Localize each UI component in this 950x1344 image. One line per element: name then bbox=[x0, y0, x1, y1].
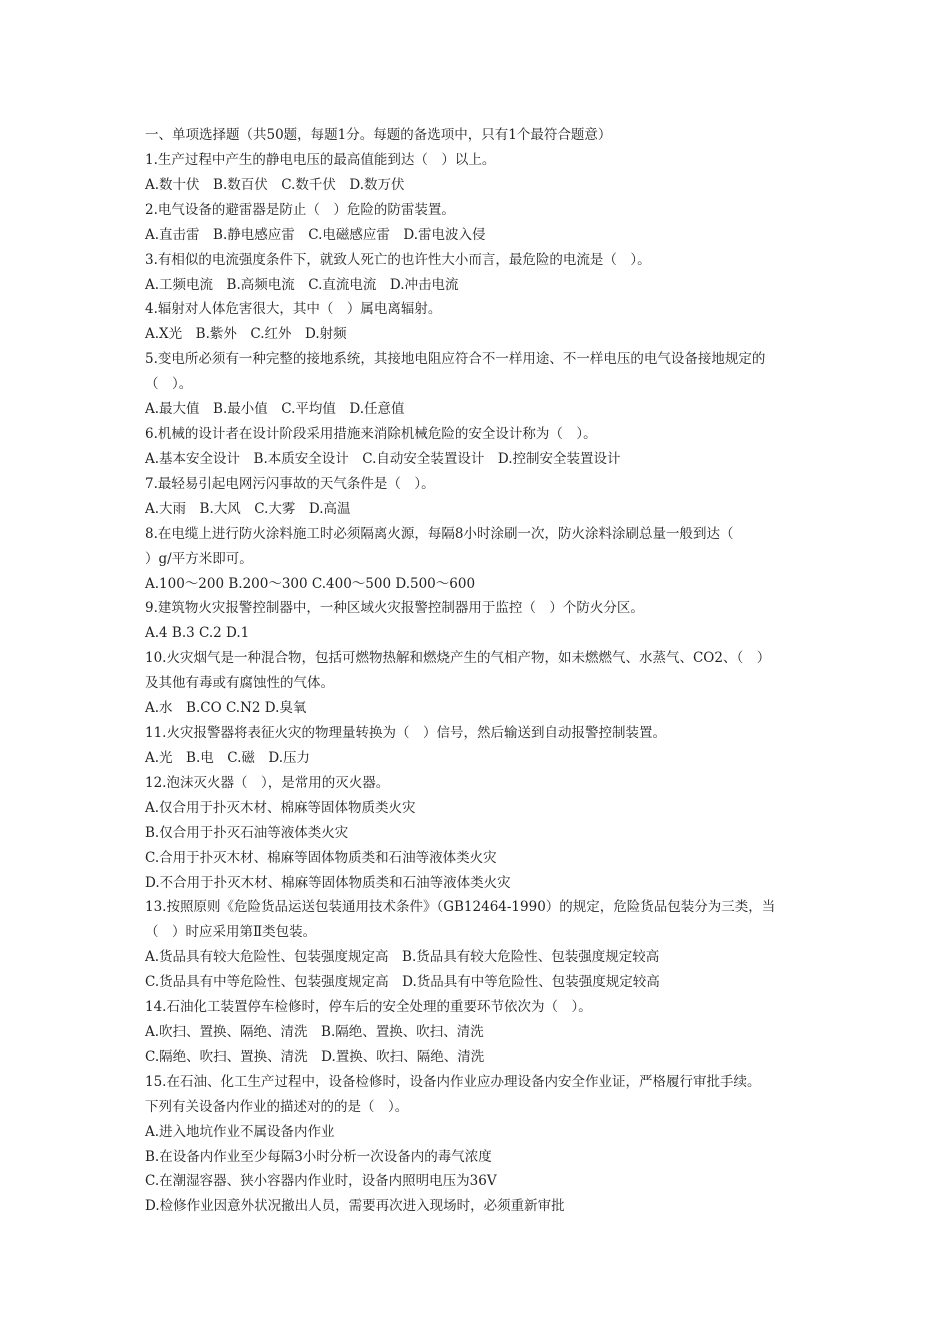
question-9: 9.建筑物火灾报警控制器中，一种区域火灾报警控制器用于监控（ ）个防火分区。 bbox=[145, 600, 644, 616]
question-13-options-ab: A.货品具有较大危险性、包装强度规定高 B.货品具有较大危险性、包装强度规定较高 bbox=[145, 949, 660, 965]
question-12: 12.泡沫灭火器（ ），是常用的灭火器。 bbox=[145, 775, 390, 791]
question-6: 6.机械的设计者在设计阶段采用措施来消除机械危险的安全设计称为（ ）。 bbox=[145, 426, 597, 442]
question-7-options: A.大雨 B.大风 C.大雾 D.高温 bbox=[145, 501, 351, 517]
question-13-options-cd: C.货品具有中等危险性、包装强度规定高 D.货品具有中等危险性、包装强度规定较高 bbox=[145, 974, 660, 990]
question-15-option-b: B.在设备内作业至少每隔3小时分析一次设备内的毒气浓度 bbox=[145, 1149, 492, 1165]
question-15-continued: 下列有关设备内作业的描述对的的是（ ）。 bbox=[145, 1099, 409, 1115]
section-heading: 一、单项选择题（共50题，每题1分。每题的备选项中，只有1个最符合题意） bbox=[145, 127, 612, 143]
question-9-options: A.4 B.3 C.2 D.1 bbox=[145, 625, 250, 641]
question-12-option-c: C.合用于扑灭木材、棉麻等固体物质类和石油等液体类火灾 bbox=[145, 850, 497, 866]
question-11: 11.火灾报警器将表征火灾的物理量转换为（ ）信号，然后输送到自动报警控制装置。 bbox=[145, 725, 666, 741]
question-12-option-d: D.不合用于扑灭木材、棉麻等固体物质类和石油等液体类火灾 bbox=[145, 875, 511, 891]
question-5-options: A.最大值 B.最小值 C.平均值 D.任意值 bbox=[145, 401, 405, 417]
question-10-continued: 及其他有毒或有腐蚀性的气体。 bbox=[145, 675, 334, 691]
question-8: 8.在电缆上进行防火涂料施工时必须隔离火源，每隔8小时涂刷一次，防火涂料涂刷总量一般到达（ bbox=[145, 526, 734, 542]
question-14-options-ab: A.吹扫、置换、隔绝、清洗 B.隔绝、置换、吹扫、清洗 bbox=[145, 1024, 484, 1040]
question-2: 2.电气设备的避雷器是防止（ ）危险的防雷装置。 bbox=[145, 202, 455, 218]
question-15-option-c: C.在潮湿容器、狭小容器内作业时，设备内照明电压为36V bbox=[145, 1173, 497, 1189]
question-11-options: A.光 B.电 C.磁 D.压力 bbox=[145, 750, 311, 766]
question-1: 1.生产过程中产生的静电电压的最高值能到达（ ）以上。 bbox=[145, 152, 496, 168]
question-3-options: A.工频电流 B.高频电流 C.直流电流 D.冲击电流 bbox=[145, 277, 459, 293]
question-14: 14.石油化工装置停车检修时，停车后的安全处理的重要环节依次为（ ）。 bbox=[145, 999, 592, 1015]
question-12-option-a: A.仅合用于扑灭木材、棉麻等固体物质类火灾 bbox=[145, 800, 416, 816]
question-15: 15.在石油、化工生产过程中，设备检修时，设备内作业应办理设备内安全作业证，严格履行审批手续。 bbox=[145, 1074, 761, 1090]
question-3: 3.有相似的电流强度条件下，就致人死亡的也许性大小而言，最危险的电流是（ ）。 bbox=[145, 252, 651, 268]
question-15-option-a: A.进入地坑作业不属设备内作业 bbox=[145, 1124, 335, 1140]
question-10-options: A.水 B.CO C.N2 D.臭氧 bbox=[145, 700, 307, 716]
question-4: 4.辐射对人体危害很大，其中（ ）属电离辐射。 bbox=[145, 301, 442, 317]
question-13: 13.按照原则《危险货品运送包装通用技术条件》（GB12464-1990）的规定，危险货品包装分为三类，当 bbox=[145, 899, 776, 915]
question-4-options: A.X光 B.紫外 C.红外 D.射频 bbox=[145, 326, 347, 342]
question-5: 5.变电所必须有一种完整的接地系统，其接地电阻应符合不一样用途、不一样电压的电气设备接地规定的 bbox=[145, 351, 766, 367]
question-6-options: A.基本安全设计 B.本质安全设计 C.自动安全装置设计 D.控制安全装置设计 bbox=[145, 451, 621, 467]
question-5-continued: （ ）。 bbox=[145, 376, 193, 392]
question-14-options-cd: C.隔绝、吹扫、置换、清洗 D.置换、吹扫、隔绝、清洗 bbox=[145, 1049, 485, 1065]
question-12-option-b: B.仅合用于扑灭石油等液体类火灾 bbox=[145, 825, 349, 841]
question-7: 7.最轻易引起电网污闪事故的天气条件是（ ）。 bbox=[145, 476, 435, 492]
question-13-continued: （ ）时应采用第Ⅱ类包装。 bbox=[145, 924, 317, 940]
question-10: 10.火灾烟气是一种混合物，包括可燃物热解和燃烧产生的气相产物，如未燃燃气、水蒸气、CO2、（ ） bbox=[145, 650, 771, 666]
question-2-options: A.直击雷 B.静电感应雷 C.电磁感应雷 D.雷电波入侵 bbox=[145, 227, 486, 243]
question-8-continued: ）g/平方米即可。 bbox=[145, 551, 253, 567]
question-15-option-d: D.检修作业因意外状况撤出人员，需要再次进入现场时，必须重新审批 bbox=[145, 1198, 565, 1214]
question-1-options: A.数十伏 B.数百伏 C.数千伏 D.数万伏 bbox=[145, 177, 405, 193]
question-8-options: A.100～200 B.200～300 C.400～500 D.500～600 bbox=[145, 576, 476, 592]
